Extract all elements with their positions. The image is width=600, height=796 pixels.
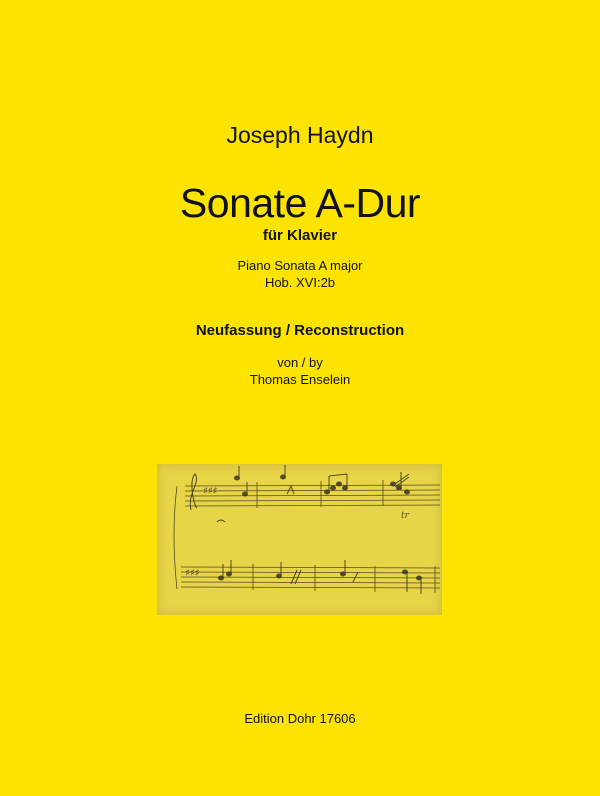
- instrument-subtitle: für Klavier: [262, 227, 338, 244]
- version-label: Neufassung / Reconstruction: [195, 322, 405, 339]
- svg-text:tr: tr: [401, 511, 409, 521]
- svg-text:♯♯♯: ♯♯♯: [203, 486, 218, 497]
- english-title: Piano Sonata A major: [237, 258, 363, 273]
- by-label: von / by: [277, 355, 323, 370]
- svg-text:♯♯♯: ♯♯♯: [185, 568, 200, 579]
- manuscript-image: [157, 464, 442, 615]
- work-title: Sonate A-Dur: [179, 180, 421, 226]
- editor-name: Thomas Enselein: [249, 372, 351, 387]
- publisher-edition: Edition Dohr 17606: [244, 711, 356, 726]
- manuscript-music-notation: [157, 464, 442, 615]
- composer-name: Joseph Haydn: [226, 122, 374, 148]
- catalogue-number: Hob. XVI:2b: [264, 275, 336, 290]
